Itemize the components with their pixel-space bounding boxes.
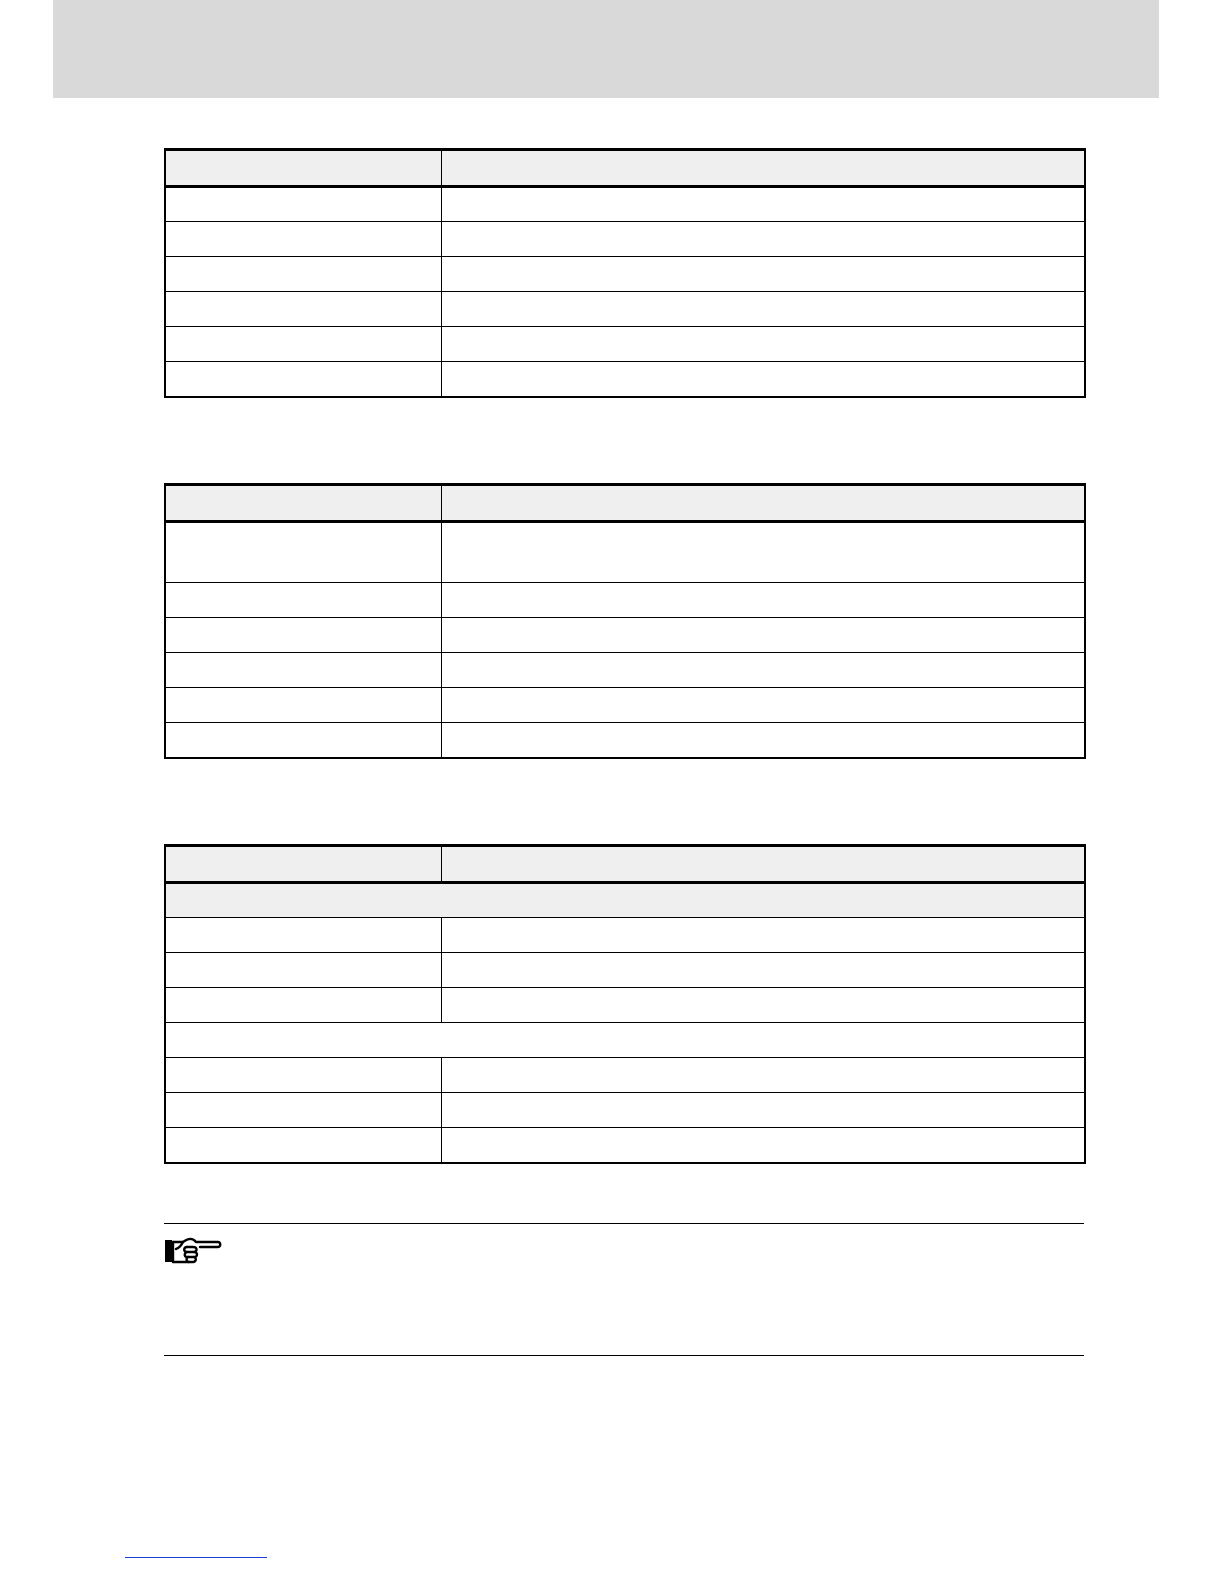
table-row xyxy=(165,187,1085,222)
table-header-cell xyxy=(165,485,441,522)
table-group-row xyxy=(165,1023,1085,1058)
table-header-row xyxy=(165,846,1085,883)
table-cell-label xyxy=(165,222,441,257)
table-cell-label xyxy=(165,327,441,362)
table-group-label xyxy=(165,1023,1085,1058)
table-cell-value xyxy=(441,1058,1085,1093)
table-cell-value xyxy=(441,953,1085,988)
table-cell-label xyxy=(165,918,441,953)
table-cell-label xyxy=(165,362,441,397)
table-cell-label xyxy=(165,1093,441,1128)
table-row xyxy=(165,723,1085,758)
table-cell-value xyxy=(441,292,1085,327)
table-cell-label xyxy=(165,988,441,1023)
table-header-cell xyxy=(441,846,1085,883)
note-top-rule xyxy=(164,1223,1084,1224)
table-cell-value xyxy=(441,522,1085,583)
table-cell-label xyxy=(165,688,441,723)
table-row xyxy=(165,688,1085,723)
table-cell-value xyxy=(441,187,1085,222)
table-row xyxy=(165,257,1085,292)
table-cell-label xyxy=(165,723,441,758)
table-cell-label xyxy=(165,187,441,222)
table-row xyxy=(165,1093,1085,1128)
table-cell-value xyxy=(441,723,1085,758)
table-row xyxy=(165,222,1085,257)
table-row xyxy=(165,953,1085,988)
table-row xyxy=(165,583,1085,618)
footer-link[interactable] xyxy=(125,1557,267,1558)
table-cell-value xyxy=(441,653,1085,688)
table-header-cell xyxy=(441,485,1085,522)
table-cell-label xyxy=(165,292,441,327)
table-row xyxy=(165,1058,1085,1093)
table-cell-label xyxy=(165,257,441,292)
table-cell-label xyxy=(165,522,441,583)
table-row xyxy=(165,988,1085,1023)
page-header-band xyxy=(53,0,1159,98)
table-cell-value xyxy=(441,1128,1085,1163)
table-row xyxy=(165,292,1085,327)
table-cell-value xyxy=(441,583,1085,618)
pointing-hand-icon xyxy=(163,1233,223,1269)
table-cell-value xyxy=(441,918,1085,953)
spec-table-1 xyxy=(164,148,1086,398)
table-header-row xyxy=(165,485,1085,522)
table-row xyxy=(165,653,1085,688)
table-header-cell xyxy=(165,846,441,883)
table-cell-value xyxy=(441,327,1085,362)
table-cell-label xyxy=(165,618,441,653)
spec-table-2 xyxy=(164,483,1086,759)
table-cell-value xyxy=(441,1093,1085,1128)
table-cell-value xyxy=(441,618,1085,653)
table-header-row xyxy=(165,150,1085,187)
table-group-row xyxy=(165,883,1085,918)
table-cell-label xyxy=(165,583,441,618)
table-cell-value xyxy=(441,222,1085,257)
table-row xyxy=(165,618,1085,653)
table-cell-value xyxy=(441,362,1085,397)
table-row xyxy=(165,362,1085,397)
table-cell-label xyxy=(165,1058,441,1093)
table-row xyxy=(165,918,1085,953)
table-cell-value xyxy=(441,257,1085,292)
table-header-cell xyxy=(165,150,441,187)
table-row xyxy=(165,522,1085,583)
table-cell-value xyxy=(441,988,1085,1023)
table-cell-value xyxy=(441,688,1085,723)
spec-table-3 xyxy=(164,844,1086,1164)
table-cell-label xyxy=(165,1128,441,1163)
table-cell-label xyxy=(165,953,441,988)
table-cell-label xyxy=(165,653,441,688)
table-group-label xyxy=(165,883,1085,918)
table-header-cell xyxy=(441,150,1085,187)
table-row xyxy=(165,327,1085,362)
table-row xyxy=(165,1128,1085,1163)
note-bottom-rule xyxy=(164,1355,1084,1356)
